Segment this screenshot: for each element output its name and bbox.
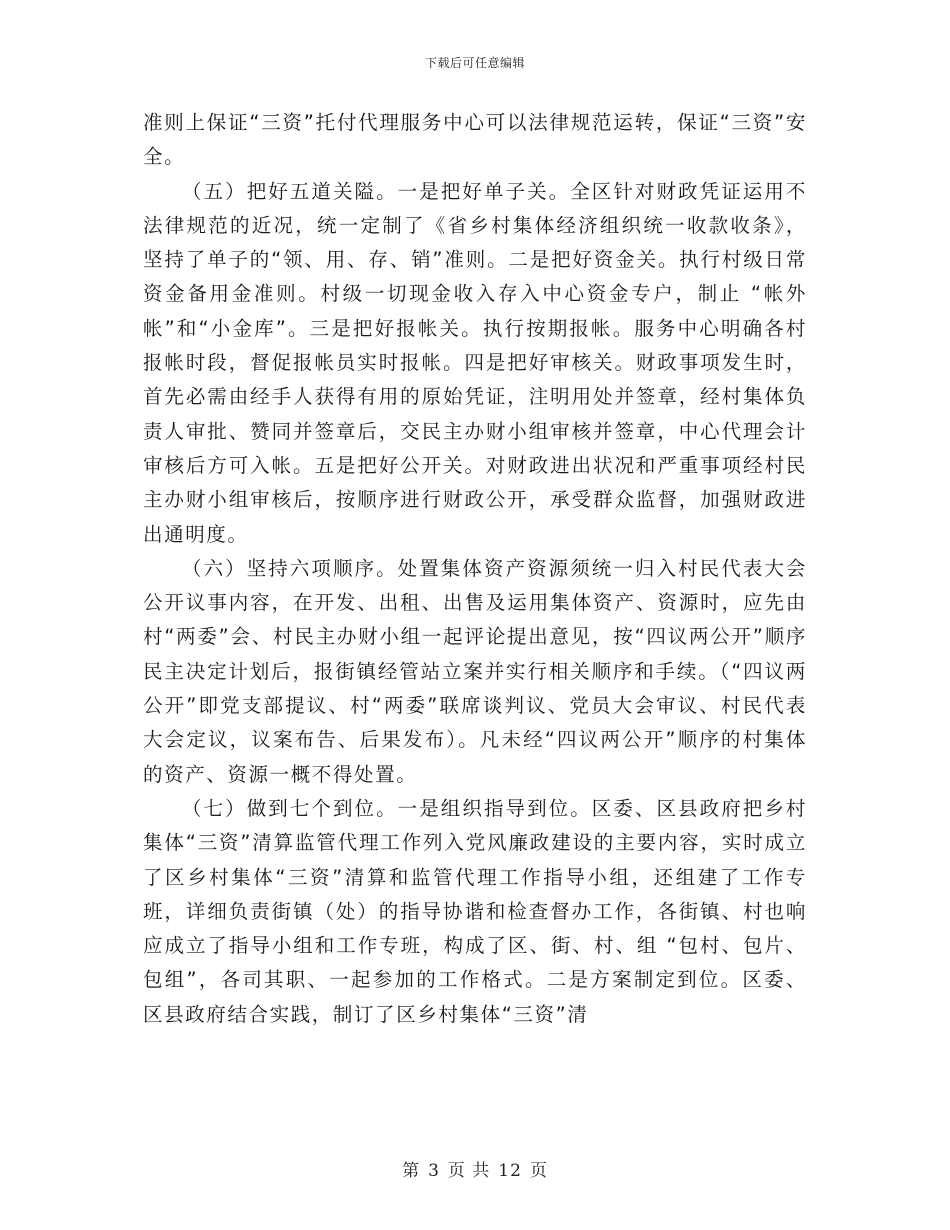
page-footer bbox=[0, 1156, 950, 1181]
footer-middle: 页 共 bbox=[447, 1161, 491, 1181]
document-body bbox=[143, 106, 807, 1032]
footer-suffix: 页 bbox=[529, 1161, 548, 1181]
footer-total-pages: 12 bbox=[498, 1161, 522, 1181]
paragraph-section-7: （七）做到七个到位。一是组织指导到位。区委、区县政府把乡村集体“三资”清算监管代理工作列入党风廉政建设的主要内容，实时成立了区乡村集体“三资”清算和监管代理工作指导小组，还组建了工作专班，详细负责街镇（处）的指导协谐和检查督办工作，各街镇、村也响应成立了指导小组和工作专班，构成了区、街、村、组 “包村、包片、包组”，各司其职、一起参加的工作格式。二是方案制定到位。区委、区县政府结合实践，制订了区乡村集体“三资”清 bbox=[143, 796, 807, 1026]
footer-page-number: 3 bbox=[428, 1161, 440, 1181]
paragraph-section-5: （五）把好五道关隘。一是把好单子关。全区针对财政凭证运用不法律规范的近况，统一定制了《省乡村集体经济组织统一收款收条》，坚持了单子的“领、用、存、销”准则。二是把好资金关。执行村级日常资金备用金准则。村级一切现金收入存入中心资金专户，制止 “帐外帐”和“小金库”。三是把好报帐关。执行按期报帐。服务中心明确各村报帐时段，督促报帐员实时报帐。四是把好审核关。财政事项发生时，首先必需由经手人获得有用的原始凭证，注明用处并签章，经村集体负责人审批、赞同并签章后，交民主办财小组审核并签章，中心代理会计审核后方可入帐。五是把好公开关。对财政进出状况和严重事项经村民主办财小组审核后，按顺序进行财政公开，承受群众监督，加强财政进出通明度。 bbox=[143, 179, 807, 546]
paragraph-continuation: 准则上保证“三资”托付代理服务中心可以法律规范运转，保证“三资”安全。 bbox=[143, 111, 807, 169]
footer-prefix: 第 bbox=[402, 1161, 421, 1181]
page-header: 下载后可任意编辑 bbox=[424, 56, 525, 70]
paragraph-section-6: （六）坚持六项顺序。处置集体资产资源须统一归入村民代表大会公开议事内容，在开发、出租、出售及运用集体资产、资源时，应先由村“两委”会、村民主办财小组一起评论提出意见，按“四议两公开”顺序民主决定计划后，报街镇经管站立案并实行相关顺序和手续。（“四议两公开”即党支部提议、村“两委”联席谈判议、党员大会审议、村民代表大会定议，议案布告、后果发布）。凡未经“四议两公开”顺序的村集体的资产、资源一概不得处置。 bbox=[143, 556, 807, 786]
